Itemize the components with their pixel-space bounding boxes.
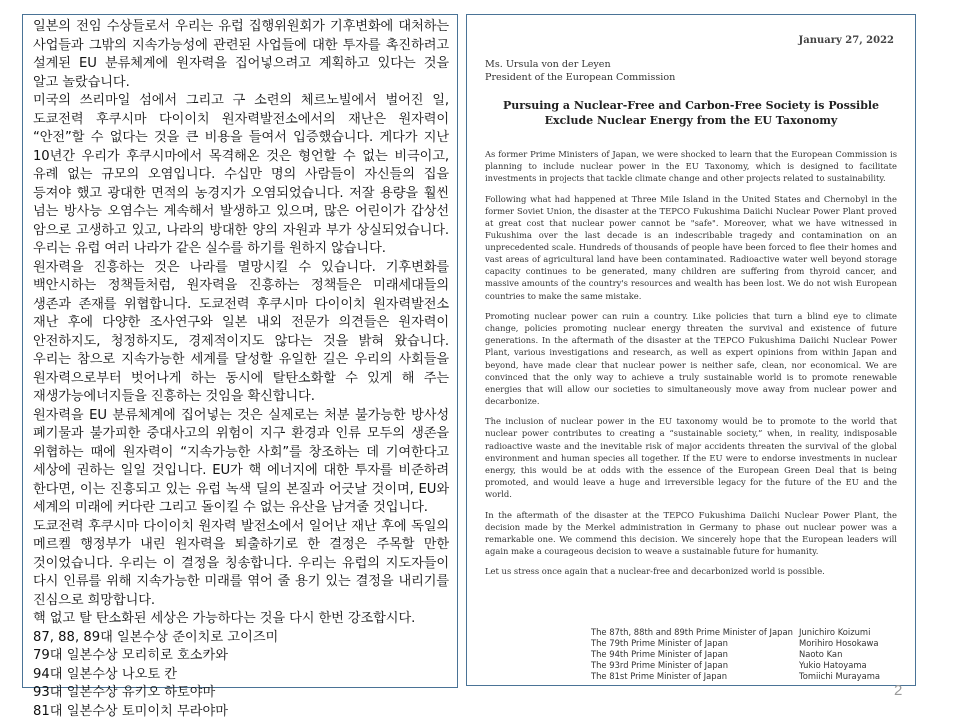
signature-row (591, 660, 891, 671)
letter-title-line2: Exclude Nuclear Energy from the EU Taxonomy (485, 113, 897, 128)
korean-paragraph: 도쿄전력 후쿠시마 다이이치 원자력 발전소에서 일어난 재난 후에 독일의 메르켈 행정부가 내린 원자력을 퇴출하기로 한 결정은 주목할 만한 것이었습니다. 우리는 이 결정을 칭송합니다. 우리는 유럽의 지도자들이 다시 인류를 위해 지속가능한 미래를 엮어 줄 용기 있는 결정을 내리기를 진심으로 희망합니다. (33, 518, 449, 611)
signatory-name: Tomiichi Murayama (799, 671, 880, 682)
recipient-title: President of the European Commission (485, 71, 675, 84)
signatory-name: Morihiro Hosokawa (799, 638, 879, 649)
korean-paragraph: 원자력을 EU 분류체계에 집어넣는 것은 실제로는 처분 불가능한 방사성 폐기물과 불가피한 중대사고의 위험이 지구 환경과 인류 모두의 생존을 위협하는 때에 원자력이 “지속가능한 사회”를 창조하는 데 기여한다고 세상에 권하는 일일 것입니다. EU가 핵 에너지에 대한 투자를 비준하려 한다면, 이는 진흥되고 있는 유럽 녹색 딜의 본질과 어긋날 것이며, EU와 세계의 미래에 커다란 그리고 돌이킬 수 없는 유산을 남겨줄 것입니다. (33, 407, 449, 518)
korean-paragraph: 핵 없고 탈 탄소화된 세상은 가능하다는 것을 다시 한번 강조합시다. (33, 610, 449, 629)
letter-paragraph: Let us stress once again that a nuclear-free and decarbonized world is possible. (485, 565, 897, 577)
korean-signatory: 79대 일본수상 모리히로 호소카와 (33, 647, 449, 666)
recipient-name: Ms. Ursula von der Leyen (485, 58, 675, 71)
korean-signatory: 81대 일본수상 토미이치 무라야마 (33, 703, 449, 721)
signatory-name: Yukio Hatoyama (799, 660, 867, 671)
signatory-role: The 93rd Prime Minister of Japan (591, 660, 799, 671)
letter-paragraph: Following what had happened at Three Mile Island in the United States and Chernobyl in the former Soviet Union, the disaster at the TEPCO Fukushima Daiichi Nuclear Power Plant proved at great cost that nuclear power cannot be "safe". Moreover, what we have witnessed in Fukushima over the last decade is an indescribable tragedy and contamination on an unprecedented scale. Hundreds of thousands of people have been forced to flee their homes and vast areas of agricultural land have been contaminated. Radioactive water well beyond storage capacity continues to be generated, many children are suffering from thyroid cancer, and massive amounts of the country's resources and wealth has been lost. We do not wish European countries to make the same mistake. (485, 193, 897, 302)
letter-paragraph: In the aftermath of the disaster at the TEPCO Fukushima Daiichi Nuclear Power Plant, the decision made by the Merkel administration in Germany to phase out nuclear power was a remarkable one. We commend this decision. We sincerely hope that the European leaders will again make a courageous decision to weave a sustainable future for humanity. (485, 509, 897, 557)
letter-paragraph: As former Prime Ministers of Japan, we were shocked to learn that the European Commission is planning to include nuclear power in the EU Taxonomy, which is designed to facilitate investments in projects that tackle climate change and other projects related to sustainability. (485, 148, 897, 184)
signatory-role: The 81st Prime Minister of Japan (591, 671, 799, 682)
signatory-role: The 94th Prime Minister of Japan (591, 649, 799, 660)
korean-paragraph: 미국의 쓰리마일 섬에서 그리고 구 소련의 체르노빌에서 벌어진 일, 도쿄전력 후쿠시마 다이이치 원자력발전소에서의 재난은 원자력이 “안전”할 수 없다는 것을 큰 비용을 들여서 입증했습니다. 게다가 지난 10년간 우리가 후쿠시마에서 목격해온 것은 형언할 수 없는 비극이고, 유례 없는 규모의 오염입니다. 수십만 명의 사람들이 자신들의 집을 등져야 했고 광대한 면적의 농경지가 오염되었습니다. 저잘 용량을 훨씬 넘는 방사능 오염수는 계속해서 발생하고 있으며, 많은 어린이가 갑상선 암으로 고생하고 있고, 나라의 방대한 양의 자원과 부가 상실되었습니다. 우리는 유럽 여러 나라가 같은 실수를 하기를 원하지 않습니다. (33, 92, 449, 259)
letter-paragraph: The inclusion of nuclear power in the EU taxonomy would be to promote to the world that nuclear power contributes to creating a “sustainable society,” when, in reality, indisposable radioactive waste and the inevitable risk of major accidents threaten the survival of the global environment and human species all together. If the EU were to endorse investments in nuclear energy, this would be at odds with the essence of the European Green Deal that is being promoted, and would leave a huge and irreversible legacy for the future of the EU and the world. (485, 415, 897, 500)
recipient (485, 58, 675, 84)
letter-date: January 27, 2022 (798, 35, 894, 46)
english-letter (485, 15, 897, 685)
korean-signatory: 93대 일본수상 유키오 하토야마 (33, 684, 449, 703)
english-letter-image (466, 14, 916, 686)
korean-signatory: 87, 88, 89대 일본수상 준이치로 고이즈미 (33, 629, 449, 648)
letter-paragraph: Promoting nuclear power can ruin a country. Like policies that turn a blind eye to climate change, policies promoting nuclear energy threaten the survival and existence of future generations. In the aftermath of the disaster at the TEPCO Fukushima Daiichi Nuclear Power Plant, various investigations and research, as well as expert opinions from within Japan and beyond, have made clear that nuclear power is neither safe, clean, nor economical. We are convinced that the only way to achieve a truly sustainable world is to promote renewable energies that will allow our societies to simultaneously move away from nuclear power and decarbonize. (485, 310, 897, 407)
signatory-name: Junichiro Koizumi (799, 627, 870, 638)
signature-block (591, 627, 891, 682)
letter-title-line1: Pursuing a Nuclear-Free and Carbon-Free Society is Possible (485, 98, 897, 113)
signature-row (591, 649, 891, 660)
signature-row (591, 627, 891, 638)
letter-body (485, 148, 897, 586)
signature-row (591, 671, 891, 682)
page-number: 2 (894, 682, 902, 699)
korean-signatory: 94대 일본수상 나오토 칸 (33, 666, 449, 685)
korean-paragraph: 일본의 전임 수상들로서 우리는 유럽 집행위원회가 기후변화에 대처하는 사업들과 그밖의 지속가능성에 관련된 사업들에 대한 투자를 촉진하려고 설계된 EU 분류체계에 원자력을 집어넣으려고 계획하고 있다는 것을 알고 놀랐습니다. (33, 18, 449, 92)
signatory-name: Naoto Kan (799, 649, 842, 660)
signature-row (591, 638, 891, 649)
letter-title (485, 98, 897, 128)
korean-translation-box (22, 14, 458, 688)
signatory-role: The 79th Prime Minister of Japan (591, 638, 799, 649)
korean-paragraph: 원자력을 진흥하는 것은 나라를 멸망시킬 수 있습니다. 기후변화를 백안시하는 정책들처럼, 원자력을 진흥하는 정책들은 미래세대들의 생존과 존재를 위협합니다. 도쿄전력 후쿠시마 다이이치 원자력발전소 재난 후에 다양한 조사연구와 일본 내외 전문가 의견들은 원자력이 안전하지도, 청정하지도, 경제적이지도 않다는 것을 밝혀 왔습니다. 우리는 참으로 지속가능한 세계를 달성할 유일한 길은 우리의 사회들을 원자력으로부터 벗어나게 하는 동시에 탈탄소화할 수 있게 해 주는 재생가능에너지들을 진흥하는 것임을 확신합니다. (33, 259, 449, 407)
signatory-role: The 87th, 88th and 89th Prime Minister of Japan (591, 627, 799, 638)
